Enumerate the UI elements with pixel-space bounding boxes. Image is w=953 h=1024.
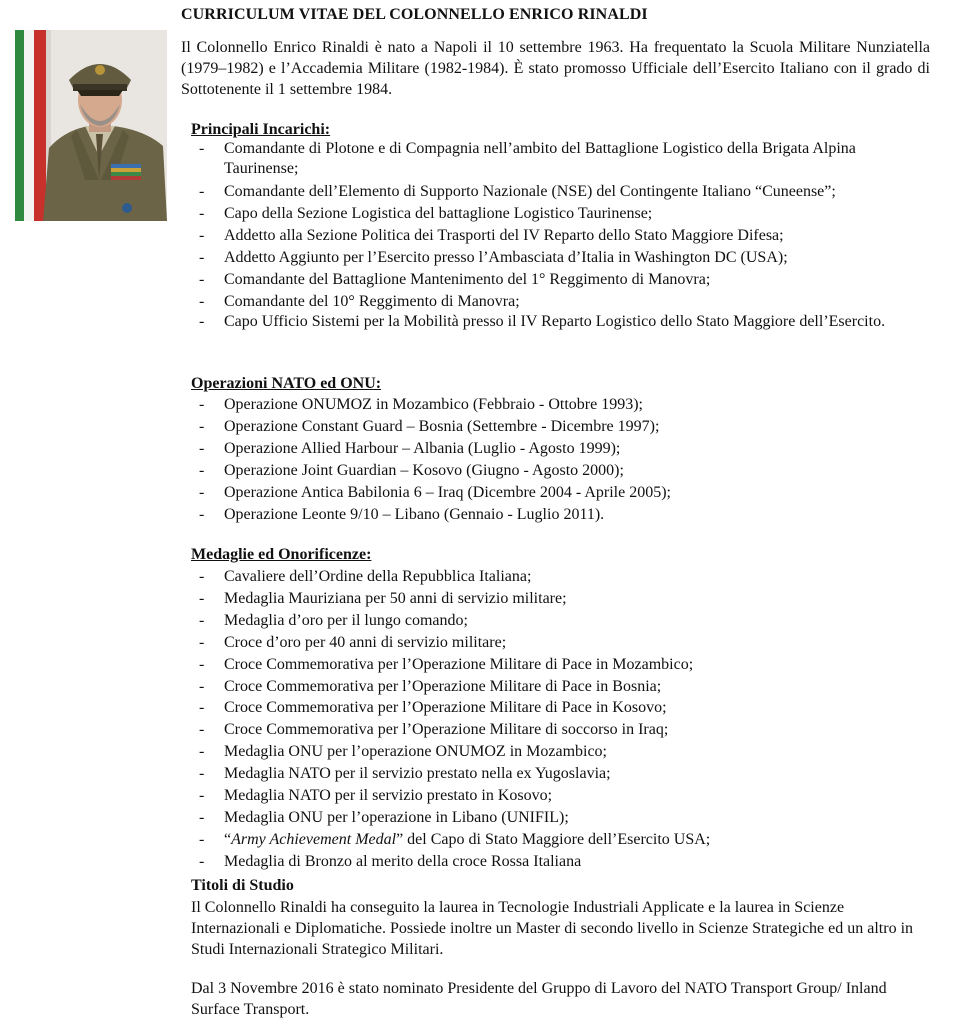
- dash-bullet: -: [199, 292, 205, 310]
- section-heading-medaglie: Medaglie ed Onorificenze:: [191, 546, 372, 563]
- dash-bullet: -: [199, 743, 205, 761]
- list-item: [199, 851, 919, 873]
- list-item-text: ” del Capo di Stato Maggiore dell’Esercito USA;: [396, 830, 711, 848]
- list-item: [199, 269, 919, 291]
- dash-bullet: -: [199, 483, 205, 501]
- colonel-portrait-image: [15, 30, 167, 221]
- list-item: [199, 139, 919, 181]
- list-item: [199, 566, 919, 588]
- list-item-text: Medaglia d’oro per il lungo comando;: [224, 611, 468, 629]
- list-item: [199, 676, 919, 698]
- list-item-text: Comandante del 10° Reggimento di Manovra;: [224, 292, 520, 310]
- list-item-text: Medaglia ONU per l’operazione ONUMOZ in Mozambico;: [224, 743, 607, 761]
- dash-bullet: -: [199, 677, 205, 695]
- list-item-text: Operazione Allied Harbour – Albania (Luglio - Agosto 1999);: [224, 439, 621, 457]
- dash-bullet: -: [199, 461, 205, 479]
- dash-bullet: -: [199, 611, 205, 629]
- list-item-text: Comandante dell’Elemento di Supporto Nazionale (NSE) del Contingente Italiano “Cuneense”;: [224, 183, 836, 200]
- list-item: [199, 438, 919, 460]
- quote-mark: “: [224, 830, 232, 848]
- list-item-text: Croce Commemorativa per l’Operazione Militare di Pace in Mozambico;: [224, 655, 694, 673]
- list-item-text: Operazione Leonte 9/10 – Libano (Gennaio - Luglio 2011).: [224, 505, 605, 523]
- list-item-text: Medaglia di Bronzo al merito della croce Rossa Italiana: [224, 852, 582, 870]
- dash-bullet: -: [199, 439, 205, 457]
- dash-bullet: -: [199, 830, 205, 848]
- list-item-text: Medaglia NATO per il servizio prestato nella ex Yugoslavia;: [224, 765, 611, 783]
- section-heading-titoli: Titoli di Studio: [191, 877, 294, 894]
- list-item: [199, 610, 919, 632]
- list-item: [199, 588, 919, 610]
- list-item: [199, 632, 919, 654]
- list-item-text: Addetto alla Sezione Politica dei Trasporti del IV Reparto dello Stato Maggiore Difesa;: [224, 226, 784, 244]
- dash-bullet: -: [199, 417, 205, 435]
- dash-bullet: -: [199, 699, 205, 717]
- dash-bullet: -: [199, 396, 205, 413]
- dash-bullet: -: [199, 248, 205, 266]
- list-item-text: Operazione Constant Guard – Bosnia (Settembre - Dicembre 1997);: [224, 417, 660, 435]
- list-item: [199, 394, 919, 416]
- list-item: [199, 807, 919, 829]
- list-item-text: Croce d’oro per 40 anni di servizio militare;: [224, 633, 507, 651]
- list-item-text: Croce Commemorativa per l’Operazione Militare di Pace in Kosovo;: [224, 699, 667, 717]
- dash-bullet: -: [199, 183, 205, 200]
- army-medal-title: Army Achievement Medal: [231, 830, 397, 848]
- dash-bullet: -: [199, 765, 205, 783]
- cv-title: CURRICULUM VITAE DEL COLONNELLO ENRICO RINALDI: [181, 6, 648, 23]
- list-item-text: Capo della Sezione Logistica del battaglione Logistico Taurinense;: [224, 204, 653, 222]
- list-item: [199, 312, 919, 334]
- list-item: [199, 203, 919, 225]
- incarichi-list: [199, 139, 919, 334]
- list-item: [199, 697, 919, 719]
- list-item: [199, 763, 919, 785]
- list-item-text: Medaglia Mauriziana per 50 anni di servizio militare;: [224, 589, 567, 607]
- list-item: [199, 785, 919, 807]
- dash-bullet: -: [199, 505, 205, 523]
- dash-bullet: -: [199, 808, 205, 826]
- dash-bullet: -: [199, 655, 205, 673]
- list-item-text: Croce Commemorativa per l’Operazione Militare di soccorso in Iraq;: [224, 721, 669, 739]
- dash-bullet: -: [199, 633, 205, 651]
- list-item-text: Addetto Aggiunto per l’Esercito presso l’Ambasciata d’Italia in Washington DC (USA);: [224, 248, 788, 266]
- list-item: [199, 719, 919, 741]
- intro-paragraph: Il Colonnello Enrico Rinaldi è nato a Napoli il 10 settembre 1963. Ha frequentato la Scuola Militare Nunziatella (1979–1982) e l’Accademia Militare (1982-1984). È stato promosso Ufficiale dell’Esercito Italiano con il grado di Sottotenente il 1 settembre 1984.: [181, 39, 930, 98]
- list-item-text: Capo Ufficio Sistemi per la Mobilità presso il IV Reparto Logistico dello Stato Maggiore dell’Esercito.: [224, 313, 886, 331]
- list-item: [199, 654, 919, 676]
- list-item: [199, 416, 919, 438]
- list-item: [199, 829, 919, 851]
- medaglie-list: [199, 566, 919, 873]
- list-item: [199, 460, 919, 482]
- dash-bullet: -: [199, 568, 205, 585]
- dash-bullet: -: [199, 787, 205, 805]
- list-item-text: Medaglia NATO per il servizio prestato in Kosovo;: [224, 787, 553, 805]
- list-item: [199, 181, 919, 203]
- dash-bullet: -: [199, 204, 205, 222]
- dash-bullet: -: [199, 721, 205, 739]
- list-item: [199, 291, 919, 313]
- list-item: [199, 741, 919, 763]
- list-item-text: Croce Commemorativa per l’Operazione Militare di Pace in Bosnia;: [224, 677, 662, 695]
- portrait-photo: [15, 30, 167, 221]
- list-item-text: Operazione ONUMOZ in Mozambico (Febbraio - Ottobre 1993);: [224, 396, 643, 413]
- dash-bullet: -: [199, 313, 205, 331]
- list-item: [199, 504, 919, 526]
- list-item-text: Cavaliere dell’Ordine della Repubblica Italiana;: [224, 568, 532, 585]
- list-item-text: Operazione Antica Babilonia 6 – Iraq (Dicembre 2004 - Aprile 2005);: [224, 483, 671, 501]
- titoli-paragraph: Il Colonnello Rinaldi ha conseguito la laurea in Tecnologie Industriali Applicate e la laurea in Scienze Internazionali e Diplomatiche. Possiede inoltre un Master di secondo livello in Scienze Strategiche ed un altro in Studi Internazionali Strategico Militari.: [191, 899, 914, 958]
- dash-bullet: -: [199, 589, 205, 607]
- nato-paragraph: Dal 3 Novembre 2016 è stato nominato Presidente del Gruppo di Lavoro del NATO Transport Group/ Inland Surface Transport.: [191, 980, 887, 1018]
- dash-bullet: -: [199, 140, 205, 157]
- operazioni-list: [199, 394, 919, 525]
- list-item-text: Operazione Joint Guardian – Kosovo (Giugno - Agosto 2000);: [224, 461, 624, 479]
- section-heading-incarichi: Principali Incarichi:: [191, 121, 331, 138]
- list-item-text: Medaglia ONU per l’operazione in Libano (UNIFIL);: [224, 808, 569, 826]
- dash-bullet: -: [199, 270, 205, 288]
- list-item: [199, 482, 919, 504]
- list-item: [199, 247, 919, 269]
- section-heading-operazioni: Operazioni NATO ed ONU:: [191, 375, 382, 392]
- dash-bullet: -: [199, 226, 205, 244]
- list-item: [199, 225, 919, 247]
- list-item-text: Comandante del Battaglione Mantenimento del 1° Reggimento di Manovra;: [224, 270, 711, 288]
- dash-bullet: -: [199, 852, 205, 870]
- list-item-text: Comandante di Plotone e di Compagnia nell’ambito del Battaglione Logistico della Brigata Alpina Taurinense;: [224, 140, 856, 177]
